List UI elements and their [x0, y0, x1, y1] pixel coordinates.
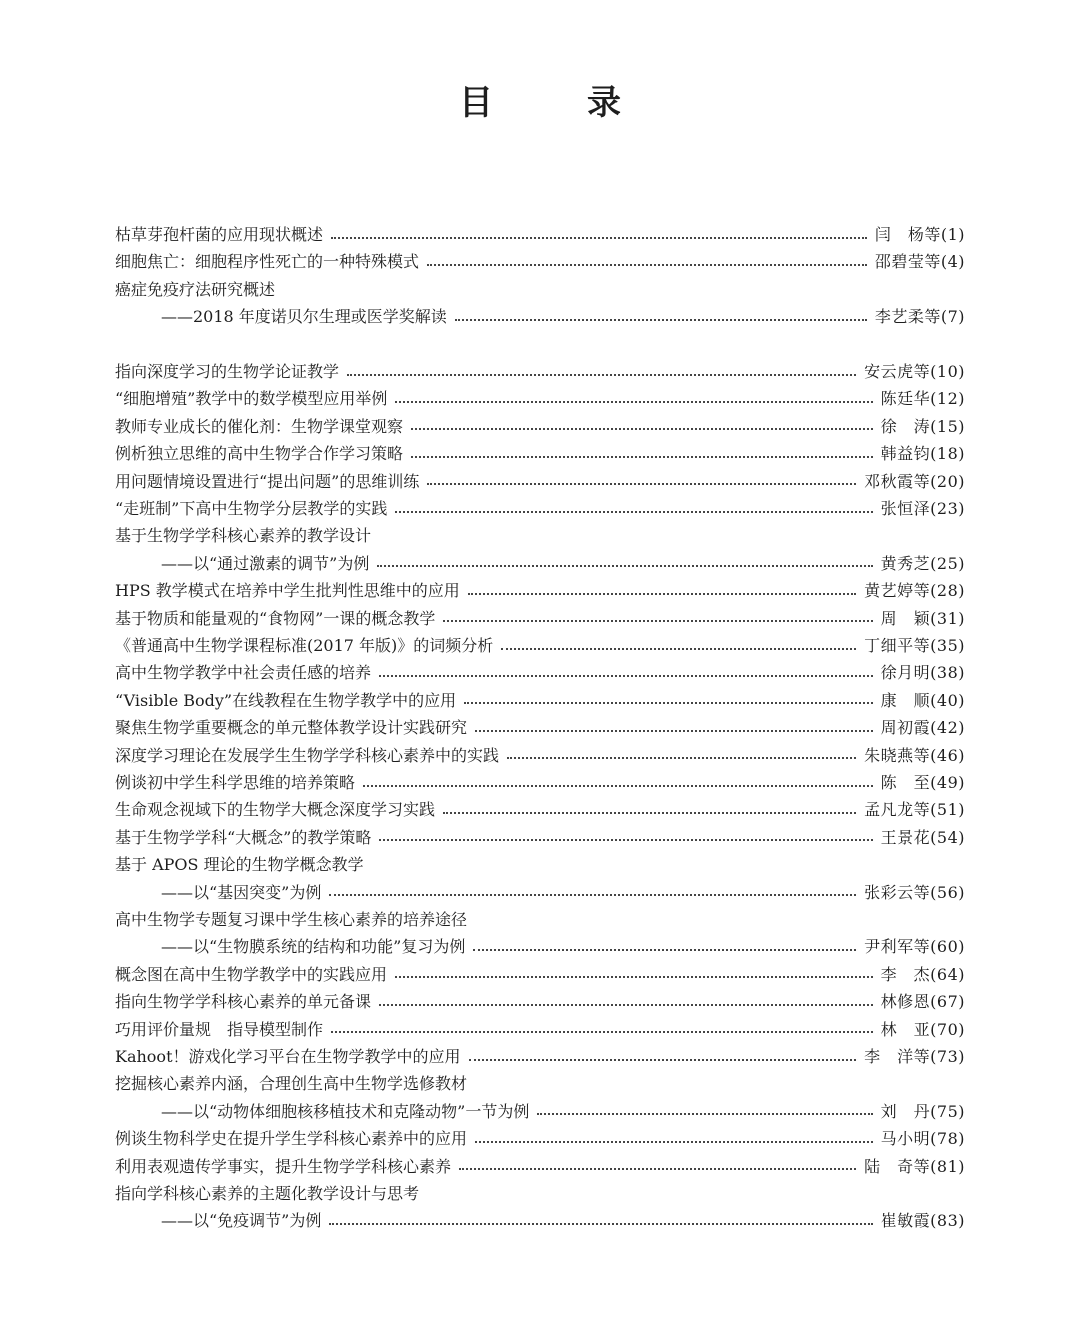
toc-entry-title: 高中生物学教学中社会责任感的培养	[115, 663, 372, 683]
dot-leader	[395, 401, 872, 403]
toc-entry	[115, 1179, 965, 1206]
dot-leader	[395, 511, 872, 513]
dot-leader	[469, 1059, 857, 1061]
dot-leader	[347, 374, 856, 376]
toc-entry-title: 《普通高中生物学课程标准(2017 年版)》的词频分析	[115, 636, 494, 655]
toc-entry-title: 生命观念视域下的生物学大概念深度学习实践	[115, 800, 436, 820]
dot-leader	[331, 237, 867, 239]
toc-entry	[115, 576, 965, 603]
toc-entry-author-page: 张彩云等(56)	[864, 882, 965, 902]
toc-entry	[161, 878, 965, 905]
toc-entry-title: 基于生物学学科核心素养的教学设计	[115, 526, 372, 546]
toc-entry-title: 指向生物学学科核心素养的单元备课	[115, 992, 372, 1012]
dot-leader	[379, 675, 873, 677]
toc-entry-title: “Visible Body”在线教程在生物学教学中的应用	[115, 690, 457, 710]
toc-entry-title: 用问题情境设置进行“提出问题”的思维训练	[115, 471, 420, 491]
toc-entry-title: 例谈初中学生科学思维的培养策略	[115, 773, 356, 792]
dot-leader	[411, 456, 873, 458]
toc-entry-author-page: 陈廷华(12)	[880, 389, 965, 409]
toc-entry	[115, 275, 965, 302]
toc-entry-title: ——以“基因突变”为例	[161, 882, 322, 902]
toc-entry	[115, 521, 965, 548]
toc-entry	[161, 1206, 965, 1233]
dot-leader	[507, 757, 856, 759]
toc-entry-author-page: 李 杰(64)	[880, 964, 965, 984]
toc-entry-author-page: 韩益钧(18)	[880, 444, 965, 464]
toc-entry-author-page: 崔敏霞(83)	[880, 1211, 965, 1231]
toc-entry-title: 巧用评价量规 指导模型制作	[115, 1019, 324, 1039]
toc-entry-author-page: 李 洋等(73)	[864, 1047, 965, 1066]
toc-entry-author-page: 黄秀芝(25)	[880, 553, 965, 573]
toc-entry-author-page: 孟凡龙等(51)	[864, 800, 965, 820]
toc-entry	[115, 412, 965, 439]
dot-leader	[475, 1141, 873, 1143]
toc-entry-author-page: 林修恩(67)	[880, 992, 965, 1012]
dot-leader	[411, 428, 873, 430]
toc-entry-author-page: 陆 奇等(81)	[864, 1156, 965, 1176]
toc-entry-title: “走班制”下高中生物学分层教学的实践	[115, 499, 388, 518]
toc-entry-author-page: 马小明(78)	[880, 1129, 965, 1149]
dot-leader	[459, 1168, 856, 1170]
dot-leader	[395, 976, 873, 978]
toc-entry-author-page: 陈 至(49)	[880, 773, 965, 792]
toc-entry	[115, 384, 965, 411]
toc-entry-title: 例谈生物科学史在提升学生学科核心素养中的应用	[115, 1129, 468, 1149]
toc-entry-author-page: 朱晓燕等(46)	[864, 745, 965, 765]
toc-entry	[115, 494, 965, 521]
dot-leader	[329, 894, 856, 896]
dot-leader	[427, 264, 867, 266]
toc-entry	[115, 960, 965, 987]
toc-entry-author-page: 王景花(54)	[880, 827, 965, 847]
toc-entry-title: HPS 教学模式在培养中学生批判性思维中的应用	[115, 581, 460, 601]
toc-entry	[161, 932, 965, 959]
toc-entry	[115, 220, 965, 247]
toc-entry-author-page: 徐月明(38)	[880, 663, 965, 683]
toc-entry-title: ——以“通过激素的调节”为例	[161, 553, 370, 573]
toc-entry	[115, 604, 965, 631]
toc-entry	[115, 768, 965, 795]
dot-leader	[377, 565, 872, 567]
toc-entry-author-page: 丁细平等(35)	[864, 636, 965, 655]
dot-leader	[455, 319, 867, 321]
dot-leader	[363, 785, 873, 787]
toc-entry	[115, 987, 965, 1014]
toc-entry	[115, 1152, 965, 1179]
toc-entry	[115, 850, 965, 877]
dot-leader	[443, 812, 856, 814]
toc-entry-title: 基于 APOS 理论的生物学概念教学	[115, 855, 364, 875]
toc-entry-title: 基于物质和能量观的“食物网”一课的概念教学	[115, 608, 436, 628]
toc-entry	[115, 1069, 965, 1096]
toc-entry-title: 深度学习理论在发展学生生物学学科核心素养中的实践	[115, 745, 500, 765]
toc-entry-author-page: 尹利军等(60)	[864, 937, 965, 957]
toc-entry-title: 细胞焦亡：细胞程序性死亡的一种特殊模式	[115, 252, 420, 272]
toc-entry-author-page: 闫 杨等(1)	[874, 225, 965, 244]
toc-entry-title: ——以“生物膜系统的结构和功能”复习为例	[161, 937, 466, 957]
dot-leader	[329, 1223, 872, 1225]
toc-entry	[115, 439, 965, 466]
toc-entry-title: ——以“免疫调节”为例	[161, 1211, 322, 1231]
toc-entry-author-page: 邓秋霞等(20)	[864, 471, 965, 491]
toc-entry-author-page: 黄艺婷等(28)	[864, 581, 965, 601]
toc-entry-author-page: 徐 涛(15)	[880, 416, 965, 436]
dot-leader	[537, 1113, 872, 1115]
dot-leader	[379, 839, 872, 841]
toc-entry-title: 概念图在高中生物学教学中的实践应用	[115, 964, 388, 984]
toc-entry	[115, 795, 965, 822]
toc-entry-title: 例析独立思维的高中生物学合作学习策略	[115, 444, 404, 464]
toc-entry-author-page: 邵碧莹等(4)	[874, 252, 965, 272]
toc-entry	[115, 658, 965, 685]
toc-entry	[115, 823, 965, 850]
dot-leader	[427, 483, 856, 485]
toc-entry-title: ——2018 年度诺贝尔生理或医学奖解读	[161, 307, 447, 327]
dot-leader	[443, 620, 872, 622]
toc-entry-author-page: 林 亚(70)	[880, 1019, 965, 1039]
toc-entry	[115, 467, 965, 494]
toc-entry	[115, 1124, 965, 1151]
toc-entry	[115, 713, 965, 740]
dot-leader	[468, 593, 856, 595]
toc-entry	[161, 302, 965, 329]
toc-entry-title: 癌症免疫疗法研究概述	[115, 279, 276, 299]
dot-leader	[331, 1031, 873, 1033]
toc-entry	[161, 549, 965, 576]
dot-leader	[473, 949, 856, 951]
toc-entry	[115, 905, 965, 932]
toc-entry-title: 聚焦生物学重要概念的单元整体教学设计实践研究	[115, 718, 468, 738]
toc-entry	[115, 357, 965, 384]
toc-entry	[115, 686, 965, 713]
toc-entry-author-page: 安云虎等(10)	[864, 362, 965, 381]
toc-entry-title: 教师专业成长的催化剂：生物学课堂观察	[115, 416, 404, 436]
toc-entry	[161, 1097, 965, 1124]
toc-entry-title: 挖掘核心素养内涵，合理创生高中生物学选修教材	[115, 1074, 468, 1094]
toc-entry-author-page: 刘 丹(75)	[880, 1101, 965, 1121]
toc-entry-author-page: 周 颖(31)	[880, 608, 965, 628]
toc-entry-title: 枯草芽孢杆菌的应用现状概述	[115, 225, 324, 244]
toc-entry-title: 指向学科核心素养的主题化教学设计与思考	[115, 1184, 420, 1203]
page-title: 目 录	[459, 83, 651, 123]
toc-entry-title: 利用表观遗传学事实，提升生物学学科核心素养	[115, 1156, 452, 1176]
dot-leader	[475, 730, 873, 732]
toc-entry-title: 高中生物学专题复习课中学生核心素养的培养途径	[115, 910, 468, 929]
toc-entry	[115, 1042, 965, 1069]
toc-entry	[115, 1015, 965, 1042]
toc-entry	[115, 247, 965, 274]
toc-entry-title: 指向深度学习的生物学论证教学	[115, 362, 340, 381]
toc-entry-title: ——以“动物体细胞核移植技术和克隆动物”一节为例	[161, 1101, 530, 1121]
toc-entry-author-page: 李艺柔等(7)	[874, 307, 965, 327]
dot-leader	[501, 648, 856, 650]
toc-entry-author-page: 康 顺(40)	[880, 690, 965, 710]
toc-entry	[115, 631, 965, 658]
toc-entry-title: Kahoot！游戏化学习平台在生物学教学中的应用	[115, 1047, 461, 1066]
toc-entry-author-page: 周初霞(42)	[880, 718, 965, 738]
toc-entry	[115, 741, 965, 768]
toc-entry-title: 基于生物学学科“大概念”的教学策略	[115, 827, 372, 847]
toc-entry-title: “细胞增殖”教学中的数学模型应用举例	[115, 389, 388, 409]
dot-leader	[464, 702, 873, 704]
toc-entry-author-page: 张恒泽(23)	[880, 499, 965, 518]
dot-leader	[379, 1004, 873, 1006]
